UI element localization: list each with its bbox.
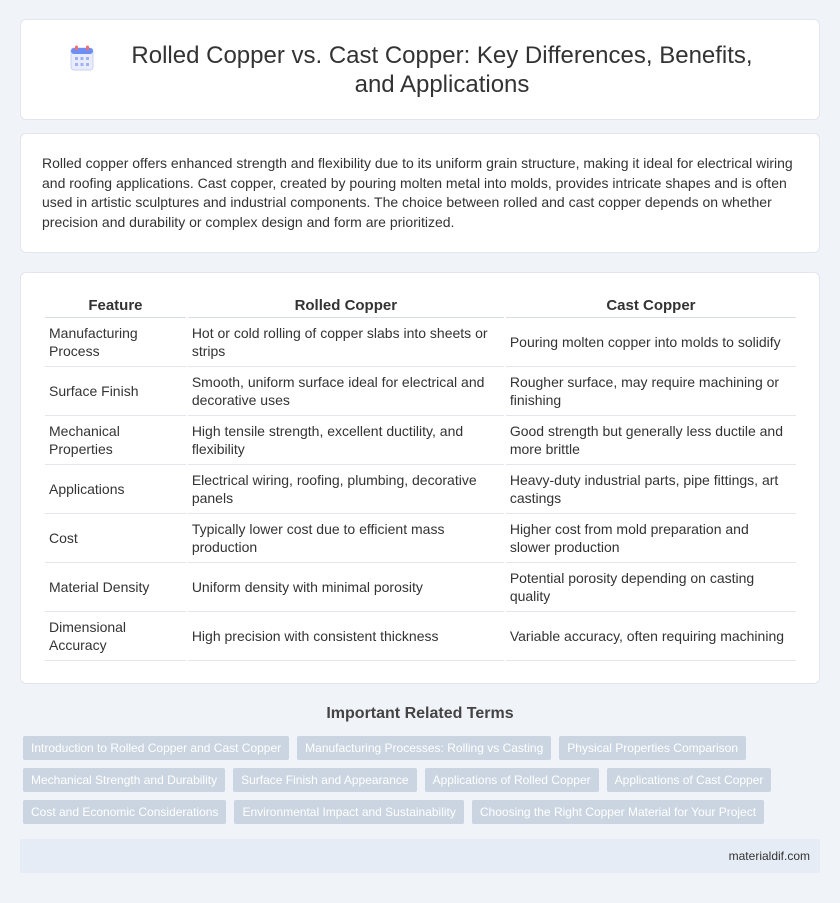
intro-paragraph: Rolled copper offers enhanced strength and flexibility due to its uniform grain structure, making it ideal for electrical wiring and roofing applications. Cast copper, created by pouring molten metal into molds, provides intricate shapes and is often used in artistic sculptures and industrial components. The choice between rolled and cast copper depends on whether precision and durability or complex design and form are prioritized.: [42, 155, 793, 230]
related-term-tag[interactable]: Applications of Rolled Copper: [425, 768, 599, 792]
footer-site-link[interactable]: materialdif.com: [728, 849, 810, 863]
table-row: [45, 318, 796, 367]
cast-cell: Rougher surface, may require machining or finishing: [506, 367, 796, 416]
related-term-tag[interactable]: Mechanical Strength and Durability: [23, 768, 225, 792]
related-terms-heading: Important Related Terms: [326, 705, 514, 722]
feature-cell: Manufacturing Process: [45, 318, 186, 367]
related-term-tag[interactable]: Cost and Economic Considerations: [23, 800, 226, 824]
cast-cell: Potential porosity depending on casting quality: [506, 563, 796, 612]
rolled-cell: High precision with consistent thickness: [188, 612, 504, 661]
related-term-tag[interactable]: Physical Properties Comparison: [559, 736, 746, 760]
feature-cell: Material Density: [45, 563, 186, 612]
intro-card: [20, 133, 820, 253]
comparison-table-card: [20, 272, 820, 684]
header-cast-copper: Cast Copper: [506, 291, 796, 318]
table-header-row: [45, 291, 796, 318]
related-term-tag[interactable]: Manufacturing Processes: Rolling vs Casting: [297, 736, 551, 760]
rolled-cell: Uniform density with minimal porosity: [188, 563, 504, 612]
table-row: [45, 416, 796, 465]
related-term-tag[interactable]: Environmental Impact and Sustainability: [234, 800, 463, 824]
feature-cell: Applications: [45, 465, 186, 514]
feature-cell: Mechanical Properties: [45, 416, 186, 465]
feature-cell: Cost: [45, 514, 186, 563]
comparison-table: [43, 291, 798, 661]
rolled-cell: Electrical wiring, roofing, plumbing, decorative panels: [188, 465, 504, 514]
table-row: [45, 367, 796, 416]
header-rolled-copper: Rolled Copper: [188, 291, 504, 318]
cast-cell: Pouring molten copper into molds to solidify: [506, 318, 796, 367]
rolled-cell: Smooth, uniform surface ideal for electrical and decorative uses: [188, 367, 504, 416]
table-row: [45, 612, 796, 661]
table-row: [45, 563, 796, 612]
related-term-tag[interactable]: Choosing the Right Copper Material for Your Project: [472, 800, 764, 824]
related-term-tag[interactable]: Surface Finish and Appearance: [233, 768, 416, 792]
footer: [20, 839, 820, 873]
table-row: [45, 465, 796, 514]
related-terms-list: [23, 736, 813, 824]
cast-cell: Higher cost from mold preparation and slower production: [506, 514, 796, 563]
feature-cell: Dimensional Accuracy: [45, 612, 186, 661]
page-title: Rolled Copper vs. Cast Copper: Key Differences, Benefits, and Applications: [131, 41, 753, 98]
rolled-cell: High tensile strength, excellent ductility, and flexibility: [188, 416, 504, 465]
cast-cell: Good strength but generally less ductile and more brittle: [506, 416, 796, 465]
rolled-cell: Hot or cold rolling of copper slabs into sheets or strips: [188, 318, 504, 367]
cast-cell: Variable accuracy, often requiring machining: [506, 612, 796, 661]
related-term-tag[interactable]: Introduction to Rolled Copper and Cast Copper: [23, 736, 289, 760]
related-term-tag[interactable]: Applications of Cast Copper: [607, 768, 772, 792]
table-row: [45, 514, 796, 563]
title-wrap: [70, 41, 770, 99]
calendar-icon: [70, 45, 94, 71]
feature-cell: Surface Finish: [45, 367, 186, 416]
title-card: [20, 19, 820, 120]
cast-cell: Heavy-duty industrial parts, pipe fittings, art castings: [506, 465, 796, 514]
rolled-cell: Typically lower cost due to efficient mass production: [188, 514, 504, 563]
header-feature: Feature: [45, 291, 186, 318]
